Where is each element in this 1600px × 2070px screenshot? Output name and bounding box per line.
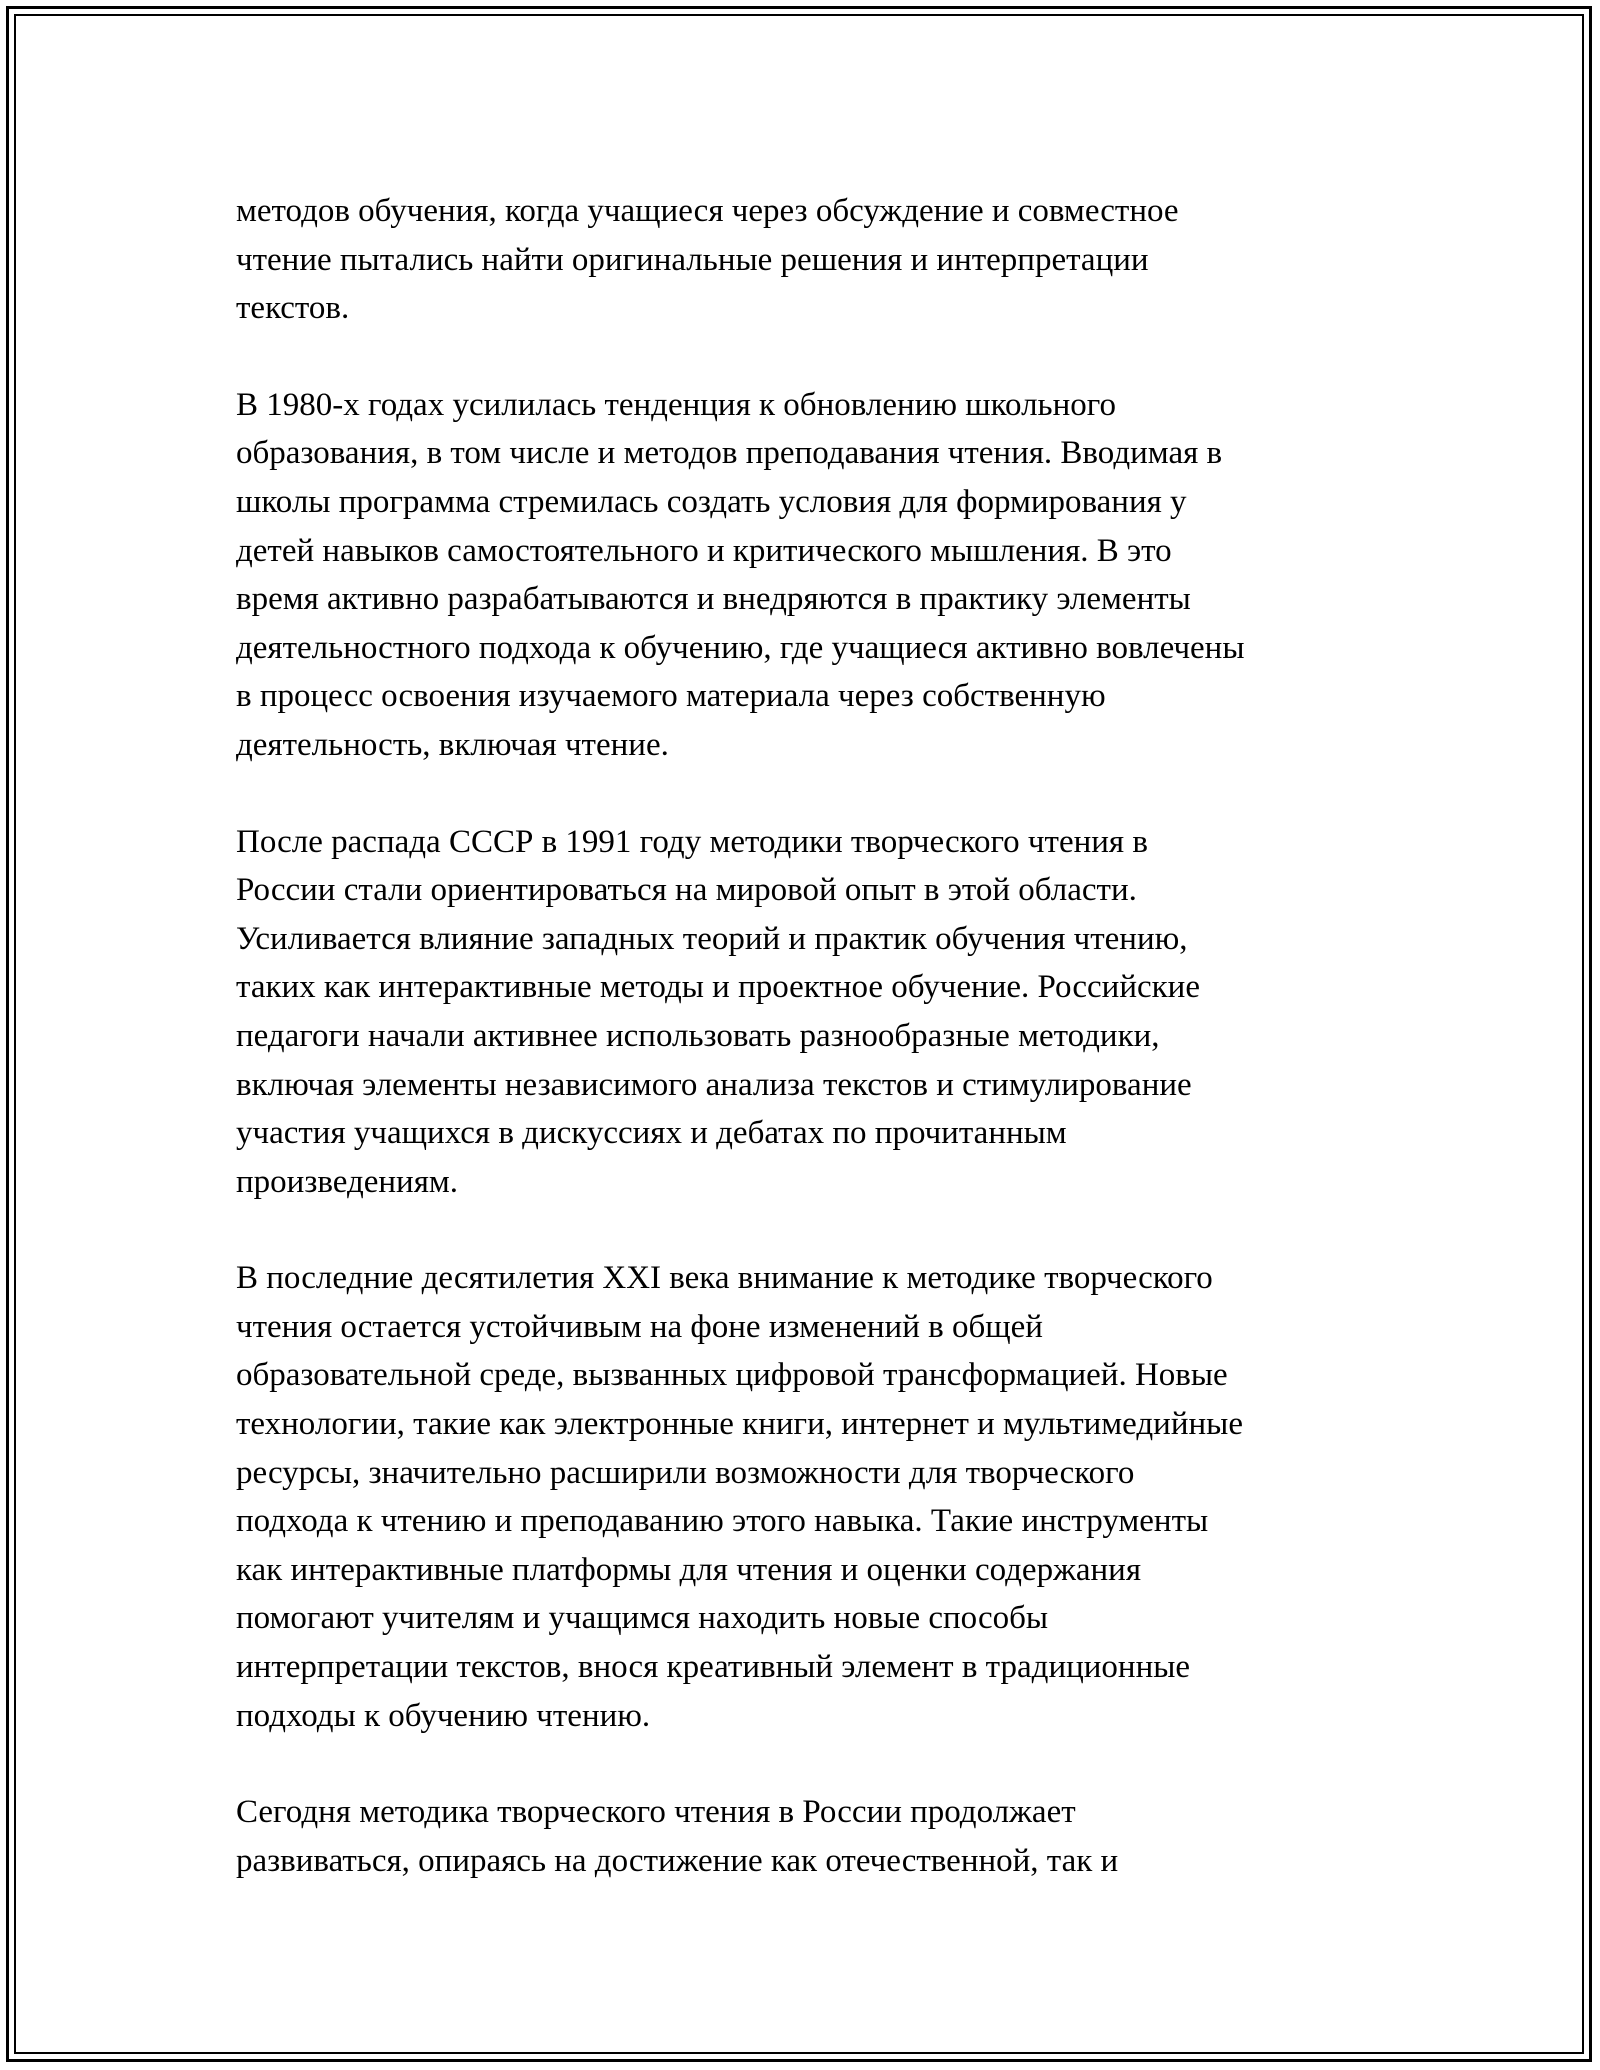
paragraph-5 [236,1788,1386,1885]
text-line: образовательной среде, вызванных цифровой трансформацией. Новые [236,1357,1228,1394]
text-line: образования, в том числе и методов преподавания чтения. Вводимая в [236,435,1223,472]
text-line: включая элементы независимого анализа текстов и стимулирование [236,1066,1192,1103]
text-line: России стали ориентироваться на мировой опыт в этой области. [236,872,1137,909]
text-line: произведениям. [236,1163,459,1200]
text-line: школы программа стремилась создать условия для формирования у [236,483,1187,520]
text-line: участия учащихся в дискуссиях и дебатах по прочитанным [236,1115,1067,1152]
text-line: После распада СССР в 1991 году методики творческого чтения в [236,823,1148,860]
text-line: детей навыков самостоятельного и критического мышления. В это [236,532,1172,569]
paragraph-4 [236,1254,1386,1740]
text-line: Усиливается влияние западных теорий и практик обучения чтению, [236,920,1188,957]
text-line: чтения остается устойчивым на фоне изменений в общей [236,1308,1043,1345]
text-line: как интерактивные платформы для чтения и оценки содержания [236,1551,1142,1588]
document-body [236,187,1386,1933]
text-line: интерпретации текстов, внося креативный элемент в традиционные [236,1649,1191,1686]
paragraph-3 [236,818,1386,1207]
text-line: в процесс освоения изучаемого материала через собственную [236,678,1106,715]
text-line: ресурсы, значительно расширили возможности для творческого [236,1454,1135,1491]
text-line: подходы к обучению чтению. [236,1697,651,1734]
text-line: деятельностного подхода к обучению, где учащиеся активно вовлечены [236,629,1245,666]
text-line: текстов. [236,290,350,327]
text-line: деятельность, включая чтение. [236,726,669,763]
text-line: подхода к чтению и преподаванию этого навыка. Такие инструменты [236,1503,1209,1540]
paragraph-1 [236,187,1386,333]
text-line: технологии, такие как электронные книги, интернет и мультимедийные [236,1406,1243,1443]
text-line: таких как интерактивные методы и проектное обучение. Российские [236,969,1200,1006]
text-line: время активно разрабатываются и внедряются в практику элементы [236,581,1191,618]
text-line: педагоги начали активнее использовать разнообразные методики, [236,1017,1160,1054]
text-line: помогают учителям и учащимся находить новые способы [236,1600,1049,1637]
text-line: Сегодня методика творческого чтения в России продолжает [236,1794,1076,1831]
text-line: В последние десятилетия XXI века внимание к методике творческого [236,1260,1213,1297]
paragraph-2 [236,381,1386,770]
text-line: чтение пытались найти оригинальные решения и интерпретации [236,241,1149,278]
text-line: В 1980-х годах усилилась тенденция к обновлению школьного [236,386,1116,423]
text-line: методов обучения, когда учащиеся через обсуждение и совместное [236,193,1179,229]
text-line: развиваться, опираясь на достижение как отечественной, так и [236,1842,1119,1879]
